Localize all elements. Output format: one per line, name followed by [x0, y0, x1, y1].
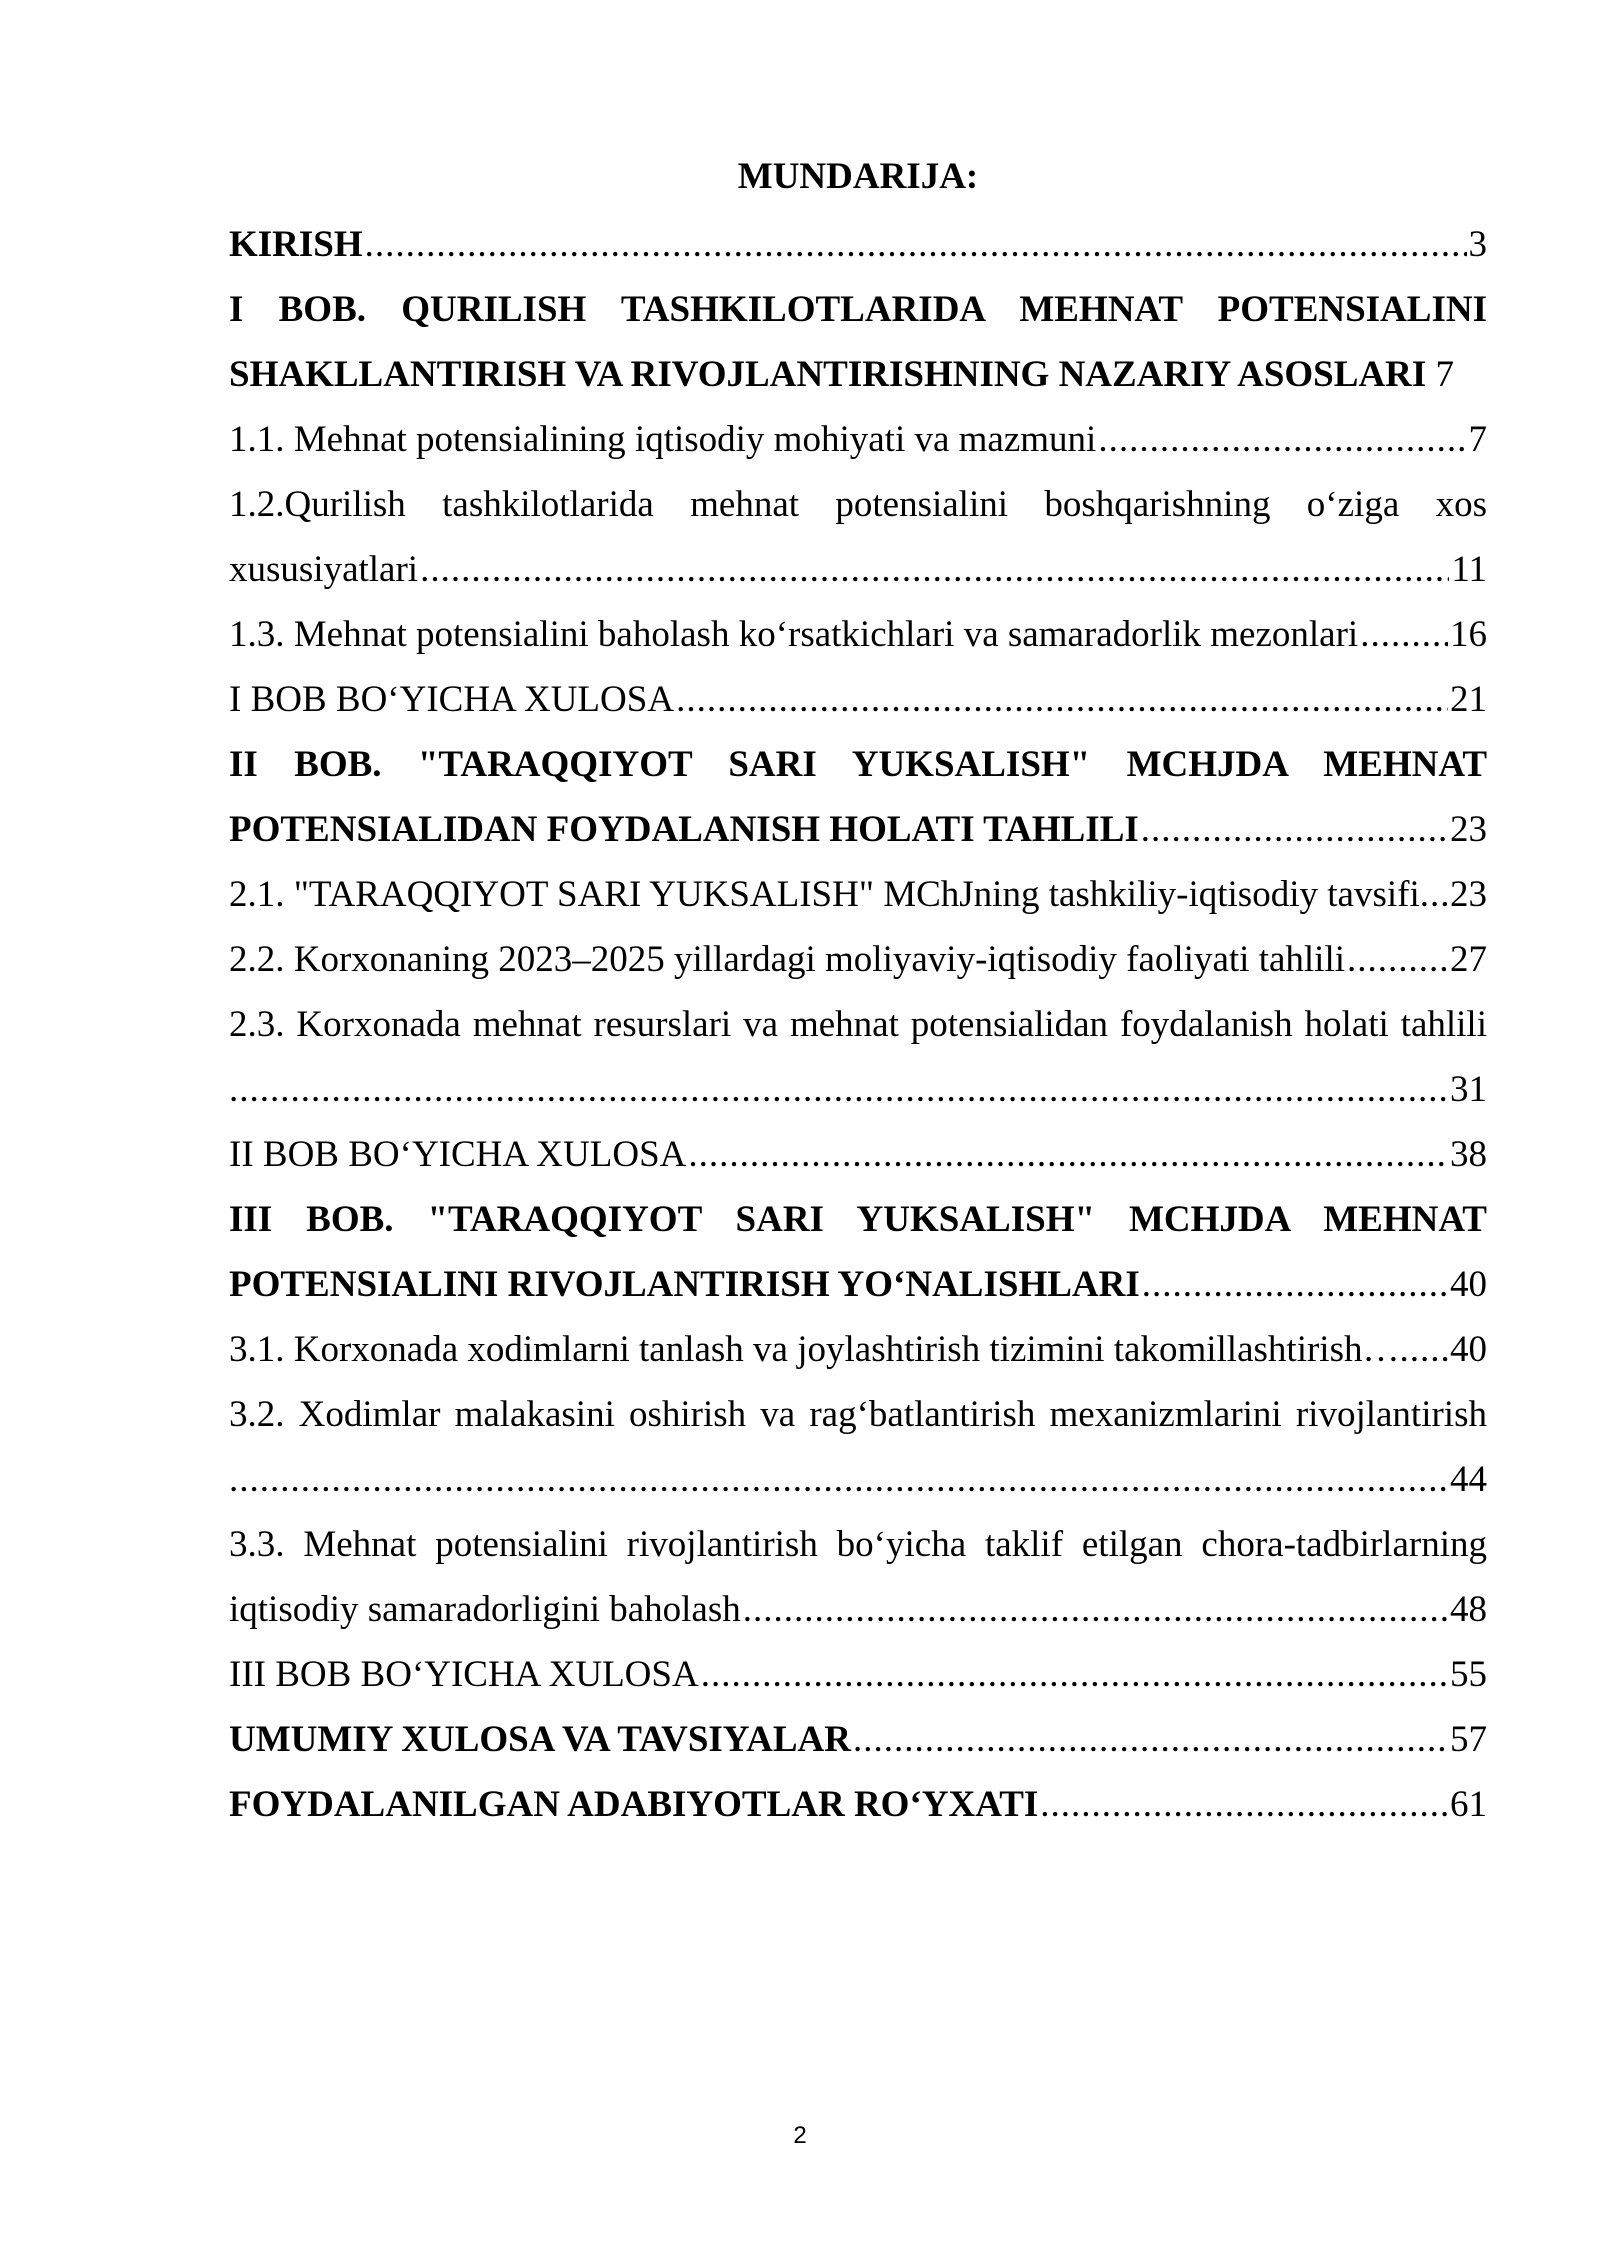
toc-entry-2-1	[229, 862, 1487, 927]
toc-entry-bob2-line1: II BOB. "TARAQQIYOT SARI YUKSALISH" MCHJDA MEHNAT	[229, 744, 1487, 785]
entry-text: POTENSIALINI RIVOJLANTIRISH YO‘NALISHLARI	[229, 1264, 1140, 1305]
toc-entry-bob2-line2	[229, 797, 1487, 862]
toc-entry-xulosa-1	[229, 667, 1487, 732]
entry-text: 1.1. Mehnat potensialining iqtisodiy mohiyati va mazmuni	[229, 419, 1097, 460]
entry-text: 2.2. Korxonaning 2023–2025 yillardagi moliyaviy-iqtisodiy faoliyati tahlili	[229, 939, 1346, 980]
entry-text: 2.1. "TARAQQIYOT SARI YUKSALISH" MChJning tashkiliy-iqtisodiy tavsifi	[229, 874, 1420, 915]
toc-entry-3-2-line1: 3.2. Xodimlar malakasini oshirish va rag‘batlantirish mexanizmlarini rivojlantirish	[229, 1394, 1487, 1435]
entry-text: xususiyatlari	[229, 549, 419, 590]
entry-page: 38	[1450, 1134, 1487, 1175]
entry-page: 7	[1435, 354, 1455, 395]
entry-text: III BOB BO‘YICHA XULOSA	[229, 1654, 699, 1695]
entry-text: FOYDALANILGAN ADABIYOTLAR RO‘YXATI	[229, 1784, 1039, 1825]
entry-page: 23	[1450, 809, 1487, 850]
entry-page: 3	[1468, 224, 1487, 265]
toc-entry-3-2-line2	[229, 1447, 1487, 1512]
toc-entry-1-2-line2	[229, 537, 1487, 602]
toc-title: MUNDARIJA:	[737, 156, 979, 197]
page-number: 2	[793, 2122, 807, 2149]
toc-entry-3-1	[229, 1317, 1487, 1382]
toc-entry-kirish	[229, 212, 1487, 277]
toc-entry-adabiyotlar	[229, 1772, 1487, 1837]
toc-entry-xulosa-2	[229, 1122, 1487, 1187]
entry-page: 57	[1450, 1719, 1487, 1760]
toc-entry-bob3-line2	[229, 1252, 1487, 1317]
entry-page: 31	[1450, 1069, 1487, 1110]
toc-entry-1-1	[229, 407, 1487, 472]
table-of-contents	[229, 150, 1487, 1837]
entry-page: 48	[1450, 1589, 1487, 1630]
entry-page: 27	[1450, 939, 1487, 980]
entry-text: POTENSIALIDAN FOYDALANISH HOLATI TAHLILI	[229, 809, 1139, 850]
toc-entry-2-2	[229, 927, 1487, 992]
toc-entry-xulosa-3	[229, 1642, 1487, 1707]
entry-text: 3.1. Korxonada xodimlarni tanlash va joylashtirish tizimini takomillashtirish…	[229, 1329, 1400, 1370]
entry-page: 11	[1451, 549, 1487, 590]
entry-text: I BOB BO‘YICHA XULOSA	[229, 679, 675, 720]
toc-entry-bob1-line2	[229, 342, 1487, 407]
entry-text: II BOB BO‘YICHA XULOSA	[229, 1134, 687, 1175]
entry-page: 40	[1450, 1329, 1487, 1370]
toc-entry-1-3	[229, 602, 1487, 667]
toc-entry-2-3-line1: 2.3. Korxonada mehnat resurslari va mehnat potensialidan foydalanish holati tahlili	[229, 1004, 1487, 1045]
toc-entry-bob1-line1: I BOB. QURILISH TASHKILOTLARIDA MEHNAT POTENSIALINI	[229, 289, 1487, 330]
entry-text: iqtisodiy samaradorligini baholash	[229, 1589, 741, 1630]
toc-entry-1-2-line1: 1.2.Qurilish tashkilotlarida mehnat potensialini boshqarishning o‘ziga xos	[229, 484, 1487, 525]
entry-page: 7	[1468, 419, 1487, 460]
entry-page: 23	[1450, 874, 1487, 915]
entry-page: 55	[1450, 1654, 1487, 1695]
entry-text: SHAKLLANTIRISH VA RIVOJLANTIRISHNING NAZARIY ASOSLARI	[229, 354, 1427, 395]
toc-entry-umumiy-xulosa	[229, 1707, 1487, 1772]
toc-entry-3-3-line2	[229, 1577, 1487, 1642]
toc-entry-bob3-line1: III BOB. "TARAQQIYOT SARI YUKSALISH" MCHJDA MEHNAT	[229, 1199, 1487, 1240]
toc-entry-3-3-line1: 3.3. Mehnat potensialini rivojlantirish bo‘yicha taklif etilgan chora-tadbirlarning	[229, 1524, 1487, 1565]
entry-text: KIRISH	[229, 224, 363, 265]
entry-page: 21	[1450, 679, 1487, 720]
entry-page: 61	[1450, 1784, 1487, 1825]
entry-page: 40	[1450, 1264, 1487, 1305]
toc-entry-2-3-line2	[229, 1057, 1487, 1122]
entry-page: 16	[1450, 614, 1487, 655]
entry-page: 44	[1450, 1459, 1487, 1500]
entry-text: UMUMIY XULOSA VA TAVSIYALAR	[229, 1719, 851, 1760]
entry-text: 1.3. Mehnat potensialini baholash ko‘rsatkichlari va samaradorlik mezonlari	[229, 614, 1359, 655]
